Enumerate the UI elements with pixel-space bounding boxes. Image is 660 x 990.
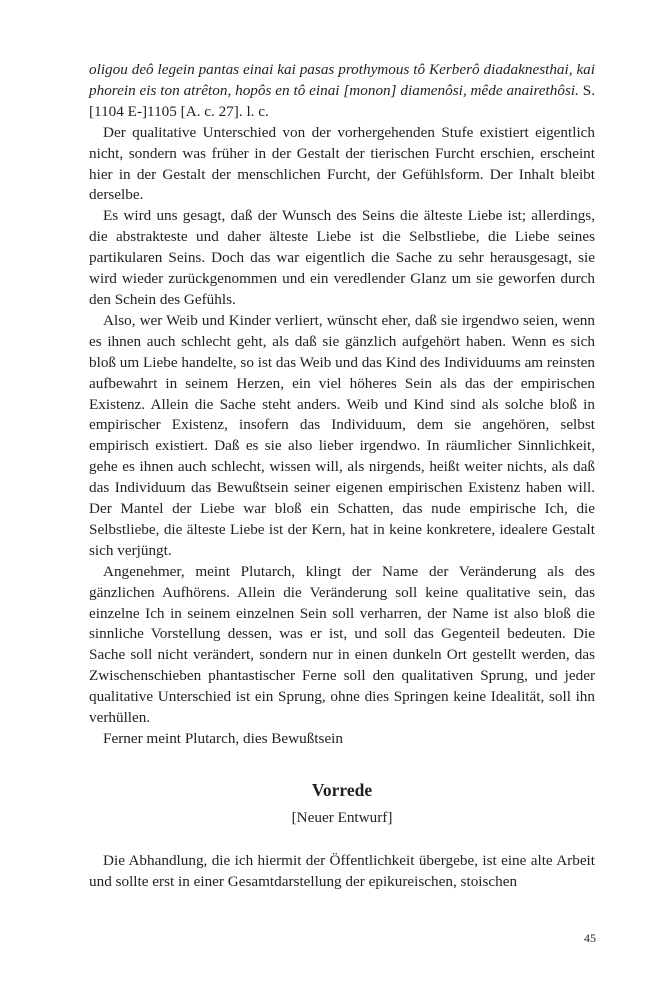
- section-subtitle: [Neuer Entwurf]: [291, 808, 393, 826]
- page-content: [89, 60, 595, 893]
- greek-quote-italic: oligou deô legein pantas einai kai pasas prothymous tô Kerberô diadaknesthai, kai phorein eis ton atrêton, hopôs en tô einai [monon] diamenôsi, mêde anairethôsi.: [89, 61, 595, 99]
- opening-paragraph: [89, 60, 595, 123]
- citation-reference: S. [1104 E-]1105 [A. c. 27]. l. c.: [89, 81, 595, 120]
- paragraph-wife-and-children: Also, wer Weib und Kinder verliert, wünscht eher, daß sie irgendwo seien, wenn es ihnen auch schlecht geht, als daß sie gänzlich aufgehört haben. Wenn es sich bloß um Liebe handelte, so ist das Weib und das Kind des Individuums am reinsten aufbewahrt in seinem Herzen, ein viel höheres Sein als das der empirischen Existenz. Allein die Sache steht anders. Weib und Kind sind als solche bloß in empirischer Existenz, insofern das Individuum, dem sie angehören, selbst empirisch existiert. Daß es sie also lieber irgendwo. In räumlicher Sinnlichkeit, gehe es ihnen auch schlecht, wissen will, als nirgends, heißt weiter nichts, als daß das Individuum das Bewußtsein seiner eigenen empirischen Existenz haben will. Der Mantel der Liebe war bloß ein Schatten, das nude empirische Ich, die Selbstliebe, die älteste Liebe ist der Kern, hat in keine konkretere, idealere Gestalt sich verjüngt.: [89, 311, 595, 559]
- section-body: [89, 851, 595, 893]
- section-title: Vorrede: [311, 779, 373, 800]
- paragraph-plutarch-consciousness: Ferner meint Plutarch, dies Bewußtsein: [103, 730, 343, 747]
- page-number: 45: [584, 931, 596, 945]
- paragraph-plutarch-change: Angenehmer, meint Plutarch, klingt der Name der Veränderung als des gänzlichen Aufhörens. Allein die Veränderung soll keine qualitative sein, das einzelne Ich in seinem einzelnen Sein soll verharren, der Name ist also bloß die sinnliche Vorstellung dessen, was er ist, und soll das Gegenteil bedeuten. Die Sache soll nicht verändert, sondern nur in einen dunkeln Ort gestellt werden, das Zwischenschieben phantastischer Ferne soll den qualitativen Sprung, und jeder qualitative Unterschied ist ein Sprung, ohne dies Springen keine Idealität, soll ihn verhüllen.: [89, 562, 595, 727]
- paragraph-wish-of-being: Es wird uns gesagt, daß der Wunsch des Seins die älteste Liebe ist; allerdings, die abstrakteste und daher älteste Liebe ist die Selbstliebe, die Liebe seines partikularen Seins. Doch das war eigentlich die Sache zu sehr herausgesagt, sie wird wieder zurückgenommen und ein veredlender Glanz um sie geworfen durch den Schein des Gefühls.: [89, 207, 595, 308]
- paragraph-preface-intro: Die Abhandlung, die ich hiermit der Öffentlichkeit übergebe, ist eine alte Arbeit und sollte erst in einer Gesamtdarstellung der epikureischen, stoischen: [89, 851, 595, 890]
- paragraph-qualitative-difference: Der qualitative Unterschied von der vorhergehenden Stufe existiert eigentlich nicht, sondern was früher in der Gestalt der tierischen Furcht erschien, erscheint hier in der Gestalt der menschlichen Furcht, der Gefühlsform. Der Inhalt bleibt derselbe.: [89, 123, 595, 204]
